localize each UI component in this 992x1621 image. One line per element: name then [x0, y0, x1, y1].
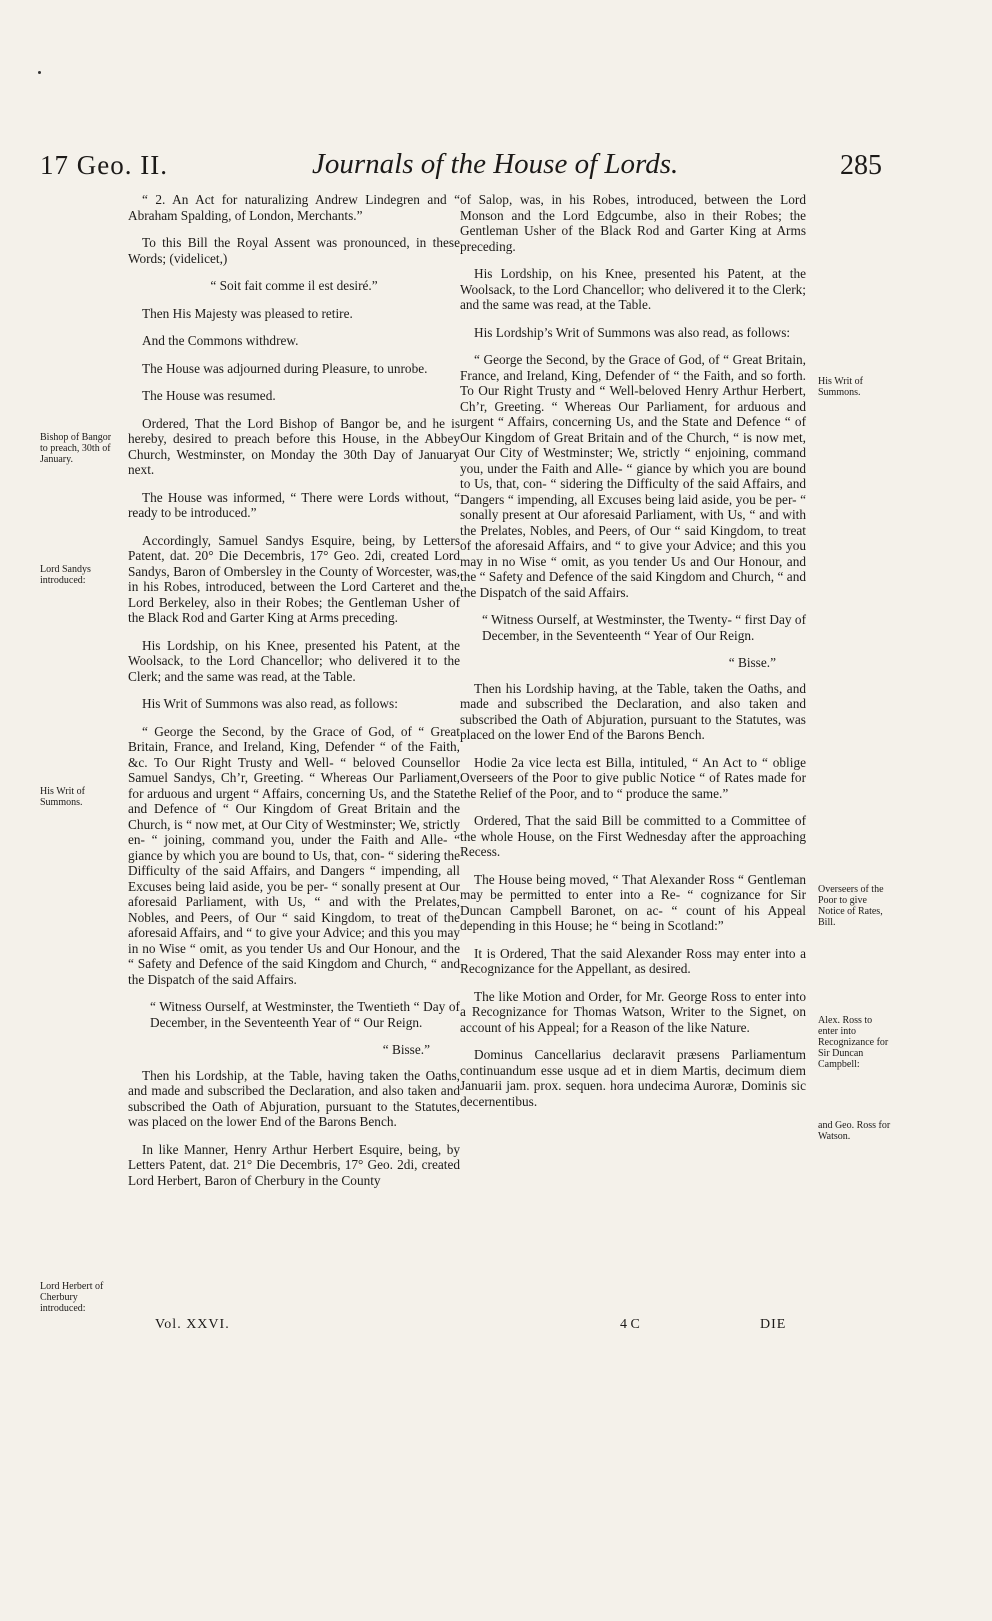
margin-note-bishop: Bishop of Bangor to preach, 30th of January.: [40, 432, 112, 465]
writ-witness: “ Witness Ourself, at Westminster, the Twenty- “ first Day of December, in the Seventeenth “ Year of Our Reign.: [482, 612, 806, 643]
paragraph: The like Motion and Order, for Mr. George Ross to enter into a Recognizance for Thomas Watson, Writer to the Signet, on account of his Appeal; for a Reason of the like Nature.: [460, 988, 806, 1035]
paragraph: Ordered, That the said Bill be committed to a Committee of the whole House, on the First Wednesday after the approaching Recess.: [460, 813, 806, 859]
paragraph: In like Manner, Henry Arthur Herbert Esquire, being, by Letters Patent, dat. 21° Die Decembris, 17° Geo. 2di, created Lord Herbert, Baron of Cherbury in the County: [128, 1141, 460, 1188]
paragraph: Then His Majesty was pleased to retire.: [142, 305, 353, 321]
paragraph: Hodie 2a vice lecta est Billa, intituled, “ An Act to “ oblige Overseers of the Poor to give public Notice “ of Rates made for the Relief of the Poor, and to “ produce the same.”: [460, 754, 806, 801]
writ-text: “ George the Second, by the Grace of God, of “ Great Britain, France, and Ireland, King, Defender of “ the Faith, and so forth. To Our Right Trusty and “ Well-beloved Henry Arthur Herbert, Ch’r, Greeting. “ Whereas Our Parliament, for arduous and urgent “ Affairs, concerning Us, and the State and Defence “ of Our Kingdom of Great Britain and of the Church, “ is now met, at Our City of Westminster; We, strictly “ enjoining, command you, under the Faith and Alle- “ giance by which you are bound to Us, that, con- “ sidering the Difficulty of the said Affairs, and Dangers “ impending, all Excuses being laid aside, you be per- “ sonally present at Our aforesaid Parliament, with Us, “ and with the Prelates, Nobles, and Peers, of Our “ said Kingdom, to treat of the aforesaid Affairs, and “ to give your Advice; and this you may in no Wise “ omit, as you tender Us and Our Honour, and the “ Safety and Defence of the said Kingdom and Church, “ and the Dispatch of the said Affairs.: [460, 352, 806, 600]
left-column: [128, 192, 460, 1200]
page-number: 285: [840, 150, 882, 181]
paragraph: of Salop, was, in his Robes, introduced, between the Lord Monson and the Lord Edgcumbe, also in their Robes; the Gentleman Usher of the Black Rod and Garter King at Arms preceding.: [460, 192, 806, 254]
margin-note-watson: and Geo. Ross for Watson.: [818, 1120, 891, 1142]
paragraph: Then his Lordship, at the Table, having taken the Oaths, and made and subscribed the Declaration, and also taken and subscribed the Oath of Abjuration, pursuant to the Statutes, was placed on the lower End of the Barons Bench.: [128, 1067, 460, 1129]
writ-witness: “ Witness Ourself, at Westminster, the Twentieth “ Day of December, in the Seventeenth Year of “ Our Reign.: [150, 999, 460, 1030]
paragraph: His Lordship, on his Knee, presented his Patent, at the Woolsack, to the Lord Chancellor; who delivered it to the Clerk; and the same was read, at the Table.: [128, 637, 460, 684]
right-column: [460, 192, 806, 1121]
margin-note-writ-right: His Writ of Summons.: [818, 376, 863, 398]
writ-signature: “ Bisse.”: [382, 1042, 430, 1057]
paragraph: “ Soit fait comme il est desiré.”: [210, 278, 378, 293]
paragraph: His Lordship, on his Knee, presented his Patent, at the Woolsack, to the Lord Chancellor; who delivered it to the Clerk; and the same was read, at the Table.: [460, 266, 806, 312]
page-speck: [38, 71, 41, 74]
header-title: Journals of the House of Lords.: [312, 148, 679, 180]
paragraph: To this Bill the Royal Assent was pronounced, in these Words; (videlicet,): [128, 235, 460, 266]
writ-text: “ George the Second, by the Grace of God, of “ Great Britain, France, and Ireland, King, Defender “ of the Faith, &c. To Our Right Trusty and Well- “ beloved Counsellor Samuel Sandys, Ch’r, Greeting. “ Whereas Our Parliament, for arduous and urgent “ Affairs, concerning Us, and the State and Defence of “ Our Kingdom of Great Britain and the Church, is “ now met, at Our City of Westminster; We, strictly en- “ joining, command you, under the Faith and Alle- “ giance by which you are bound to Us, that, con- “ sidering the Difficulty of the said Affairs, and Dangers “ impending, all Excuses being laid aside, you be per- “ sonally present at Our aforesaid Parliament, with Us, “ and with the Prelates, Nobles, and Peers, of Our “ said Kingdom, to treat of the aforesaid Affairs, and “ to give your Advice; and this you may in no Wise “ omit, as you tender Us and Our Honour, and the “ Safety and Defence of the said Kingdom and Church, “ and the Dispatch of the said Affairs.: [128, 723, 460, 987]
paragraph: The House was adjourned during Pleasure, to unrobe.: [142, 360, 428, 376]
margin-note-writ: His Writ of Summons.: [40, 786, 85, 808]
paragraph: It is Ordered, That the said Alexander Ross may enter into a Recognizance for the Appellant, as desired.: [460, 945, 806, 976]
paragraph: Ordered, That the Lord Bishop of Bangor be, and he is hereby, desired to preach before this House, in the Abbey Church, Westminster, on Monday the 30th Day of January next.: [128, 415, 460, 477]
signature-mark: 4 C: [620, 1317, 640, 1332]
margin-note-overseers: Overseers of the Poor to give Notice of Rates, Bill.: [818, 884, 884, 928]
paragraph: Accordingly, Samuel Sandys Esquire, being, by Letters Patent, dat. 20° Die Decembris, 17° Geo. 2di, created Lord Sandys, Baron of Ombersley in the County of Worcester, was, in his Robes, introduced, between the Lord Carteret and the Lord Berkeley, also in their Robes; the Gentleman Usher of the Black Rod and Garter King at Arms preceding.: [128, 532, 460, 625]
paragraph: And the Commons withdrew.: [142, 333, 299, 348]
header-regnal-year: 17 Geo. II.: [40, 150, 168, 180]
paragraph: His Writ of Summons was also read, as follows:: [142, 696, 398, 711]
catchword: DIE: [760, 1317, 787, 1332]
volume-label: Vol. XXVI.: [155, 1317, 230, 1332]
writ-signature: “ Bisse.”: [728, 655, 776, 670]
paragraph: The House was resumed.: [142, 388, 276, 403]
paragraph: His Lordship’s Writ of Summons was also read, as follows:: [474, 324, 791, 340]
margin-note-herbert: Lord Herbert of Cherbury introduced:: [40, 1281, 104, 1314]
paragraph: The House being moved, “ That Alexander Ross “ Gentleman may be permitted to enter into a Re- “ cognizance for Sir Duncan Campbell Baronet, on ac- “ count of his Appeal depending in this House; he “ being in Scotland:”: [460, 871, 806, 933]
paragraph: “ 2. An Act for naturalizing Andrew Lindegren and “ Abraham Spalding, of London, Merchants.”: [128, 192, 460, 223]
paragraph: Then his Lordship having, at the Table, taken the Oaths, and made and subscribed the Declaration, and also taken and subscribed the Oath of Abjuration, pursuant to the Statutes, was placed on the lower End of the Barons Bench.: [460, 680, 806, 742]
margin-note-ross: Alex. Ross to enter into Recognizance for Sir Duncan Campbell:: [818, 1015, 889, 1070]
paragraph: Dominus Cancellarius declaravit præsens Parliamentum continuandum esse usque ad et in diem Martis, decimum diem Januarii jam. prox. sequen. hora undecima Auroræ, Dominis sic decernentibus.: [460, 1047, 806, 1109]
paragraph: The House was informed, “ There were Lords without, “ ready to be introduced.”: [128, 489, 460, 520]
margin-note-sandys: Lord Sandys introduced:: [40, 564, 91, 586]
